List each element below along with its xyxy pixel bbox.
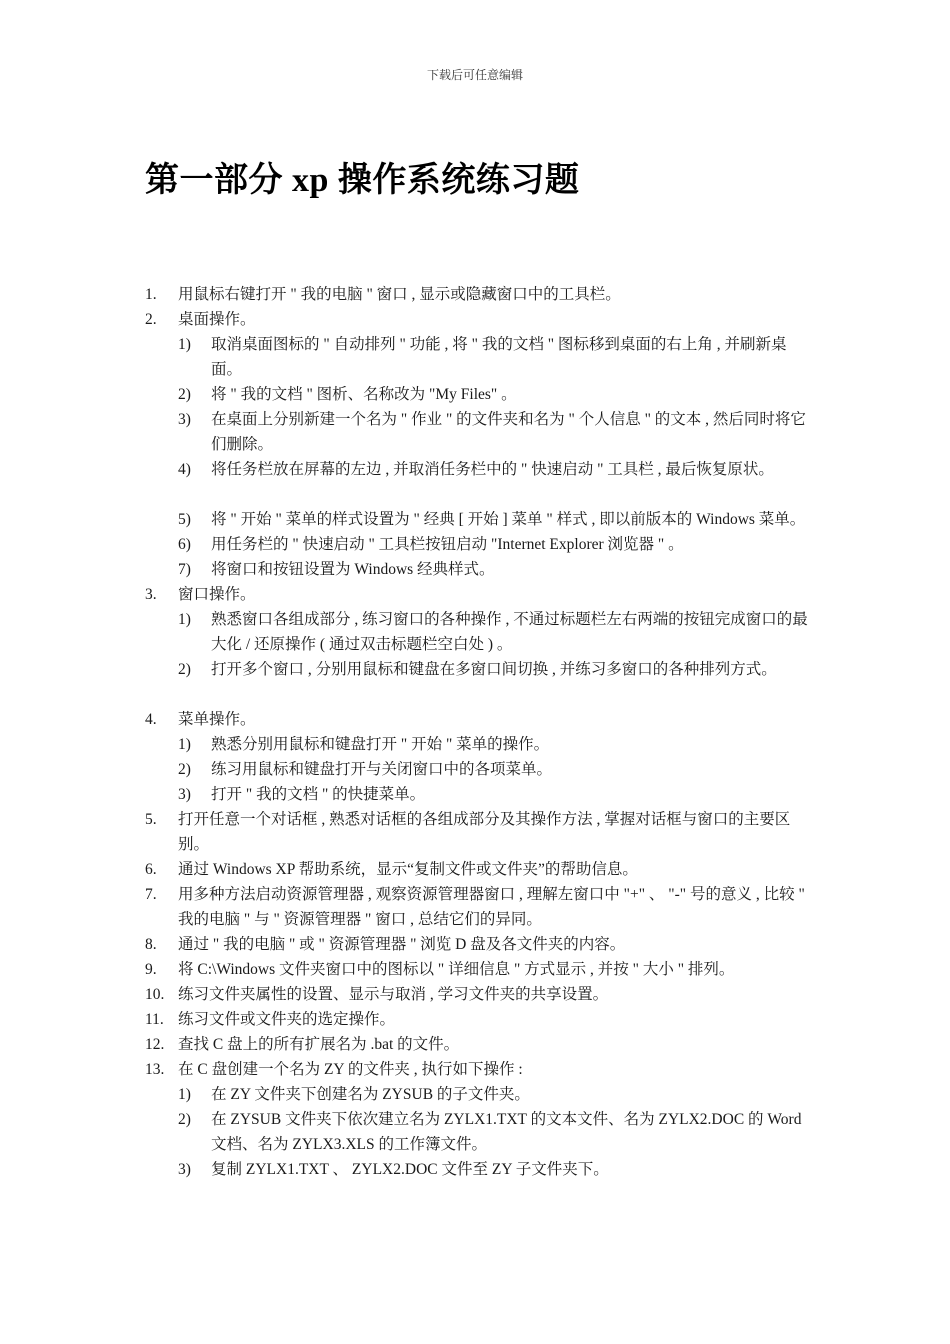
item-text: 通过 " 我的电脑 " 或 " 资源管理器 " 浏览 D 盘及各文件夹的内容。: [178, 936, 626, 953]
item-text: 打开多个窗口 , 分别用鼠标和键盘在多窗口间切换 , 并练习多窗口的各种排列方式。: [211, 661, 777, 678]
sub-list-item: [145, 657, 815, 682]
item-text: 在桌面上分别新建一个名为 " 作业 " 的文件夹和名为 " 个人信息 " 的文本 , 然后同时将它们删除。: [211, 411, 806, 453]
item-number: 3.: [145, 586, 157, 603]
item-number: 1): [178, 1086, 191, 1103]
item-number: 2.: [145, 311, 157, 328]
list-item: [145, 957, 815, 982]
sub-list-item: [145, 557, 815, 582]
item-text: 取消桌面图标的 " 自动排列 " 功能 , 将 " 我的文档 " 图标移到桌面的右上角 , 并刷新桌面。: [211, 336, 787, 378]
item-text: 窗口操作。: [178, 586, 256, 603]
item-number: 3): [178, 411, 191, 428]
sub-list-item: [145, 332, 815, 382]
list-item: [145, 1057, 815, 1082]
item-text: 菜单操作。: [178, 711, 256, 728]
sub-list-item: [145, 607, 815, 657]
item-text: 将 " 开始 " 菜单的样式设置为 " 经典 [ 开始 ] 菜单 " 样式 , 即以前版本的 Windows 菜单。: [211, 511, 806, 528]
item-text: 复制 ZYLX1.TXT 、 ZYLX2.DOC 文件至 ZY 子文件夹下。: [211, 1161, 609, 1178]
item-number: 5): [178, 511, 191, 528]
spacer: [145, 682, 815, 707]
item-text: 在 C 盘创建一个名为 ZY 的文件夹 , 执行如下操作 :: [178, 1061, 523, 1078]
list-item: [145, 1032, 815, 1057]
item-text: 用多种方法启动资源管理器 , 观察资源管理器窗口 , 理解左窗口中 "+" 、 "-" 号的意义 , 比较 " 我的电脑 " 与 " 资源管理器 " 窗口 , 总结它们的异同。: [178, 886, 805, 928]
item-number: 2): [178, 761, 191, 778]
item-text: 打开任意一个对话框 , 熟悉对话框的各组成部分及其操作方法 , 掌握对话框与窗口的主要区别。: [178, 811, 791, 853]
item-text: 用鼠标右键打开 " 我的电脑 " 窗口 , 显示或隐藏窗口中的工具栏。: [178, 286, 621, 303]
item-text: 通过 Windows XP 帮助系统，显示“复制文件或文件夹”的帮助信息。: [178, 861, 638, 878]
list-item: [145, 582, 815, 607]
item-text: 桌面操作。: [178, 311, 256, 328]
item-number: 11.: [145, 1011, 164, 1028]
item-number: 2): [178, 386, 191, 403]
list-item: [145, 307, 815, 332]
item-text: 用任务栏的 " 快速启动 " 工具栏按钮启动 "Internet Explorer 浏览器 " 。: [211, 536, 684, 553]
list-item: [145, 932, 815, 957]
item-number: 2): [178, 1111, 191, 1128]
item-number: 13.: [145, 1061, 165, 1078]
item-number: 12.: [145, 1036, 165, 1053]
item-text: 熟悉窗口各组成部分 , 练习窗口的各种操作 , 不通过标题栏左右两端的按钮完成窗口的最大化 / 还原操作 ( 通过双击标题栏空白处 ) 。: [211, 611, 808, 653]
item-number: 8.: [145, 936, 157, 953]
sub-list-item: [145, 1157, 815, 1182]
item-number: 2): [178, 661, 191, 678]
item-number: 6): [178, 536, 191, 553]
page-header: 下载后可任意编辑: [426, 68, 523, 82]
item-number: 1): [178, 336, 191, 353]
sub-list-item: [145, 1107, 815, 1157]
exercise-list: [145, 282, 815, 1182]
item-number: 6.: [145, 861, 157, 878]
sub-list-item: [145, 407, 815, 457]
item-number: 1.: [145, 286, 157, 303]
item-text: 将任务栏放在屏幕的左边 , 并取消任务栏中的 " 快速启动 " 工具栏 , 最后恢复原状。: [211, 461, 774, 478]
sub-list-item: [145, 1082, 815, 1107]
item-text: 将窗口和按钮设置为 Windows 经典样式。: [211, 561, 495, 578]
item-text: 在 ZY 文件夹下创建名为 ZYSUB 的子文件夹。: [211, 1086, 530, 1103]
item-number: 1): [178, 611, 191, 628]
list-item: [145, 982, 815, 1007]
item-number: 10.: [145, 986, 165, 1003]
page-title: 第一部分 xp 操作系统练习题: [145, 162, 580, 199]
list-item: [145, 857, 815, 882]
item-number: 4): [178, 461, 191, 478]
item-number: 7.: [145, 886, 157, 903]
spacer: [145, 482, 815, 507]
list-item: [145, 707, 815, 732]
sub-list-item: [145, 532, 815, 557]
list-item: [145, 882, 815, 932]
list-item: [145, 807, 815, 857]
item-text: 练习用鼠标和键盘打开与关闭窗口中的各项菜单。: [211, 761, 553, 778]
item-number: 1): [178, 736, 191, 753]
item-text: 打开 " 我的文档 " 的快捷菜单。: [211, 786, 426, 803]
list-item: [145, 282, 815, 307]
sub-list-item: [145, 507, 815, 532]
sub-list-item: [145, 732, 815, 757]
item-text: 将 " 我的文档 " 图析、名称改为 "My Files" 。: [211, 386, 517, 403]
sub-list-item: [145, 757, 815, 782]
item-text: 练习文件夹属性的设置、显示与取消 , 学习文件夹的共享设置。: [178, 986, 609, 1003]
item-number: 9.: [145, 961, 157, 978]
item-number: 5.: [145, 811, 157, 828]
item-text: 在 ZYSUB 文件夹下依次建立名为 ZYLX1.TXT 的文本文件、名为 ZYLX2.DOC 的 Word 文档、名为 ZYLX3.XLS 的工作簿文件。: [211, 1111, 802, 1153]
item-number: 3): [178, 786, 191, 803]
sub-list-item: [145, 782, 815, 807]
sub-list-item: [145, 382, 815, 407]
item-number: 7): [178, 561, 191, 578]
item-text: 将 C:\Windows 文件夹窗口中的图标以 " 详细信息 " 方式显示 , 并按 " 大小 " 排列。: [178, 961, 735, 978]
item-text: 熟悉分别用鼠标和键盘打开 " 开始 " 菜单的操作。: [211, 736, 550, 753]
item-number: 4.: [145, 711, 157, 728]
item-text: 练习文件或文件夹的选定操作。: [178, 1011, 396, 1028]
sub-list-item: [145, 457, 815, 482]
item-text: 查找 C 盘上的所有扩展名为 .bat 的文件。: [178, 1036, 460, 1053]
list-item: [145, 1007, 815, 1032]
item-number: 3): [178, 1161, 191, 1178]
